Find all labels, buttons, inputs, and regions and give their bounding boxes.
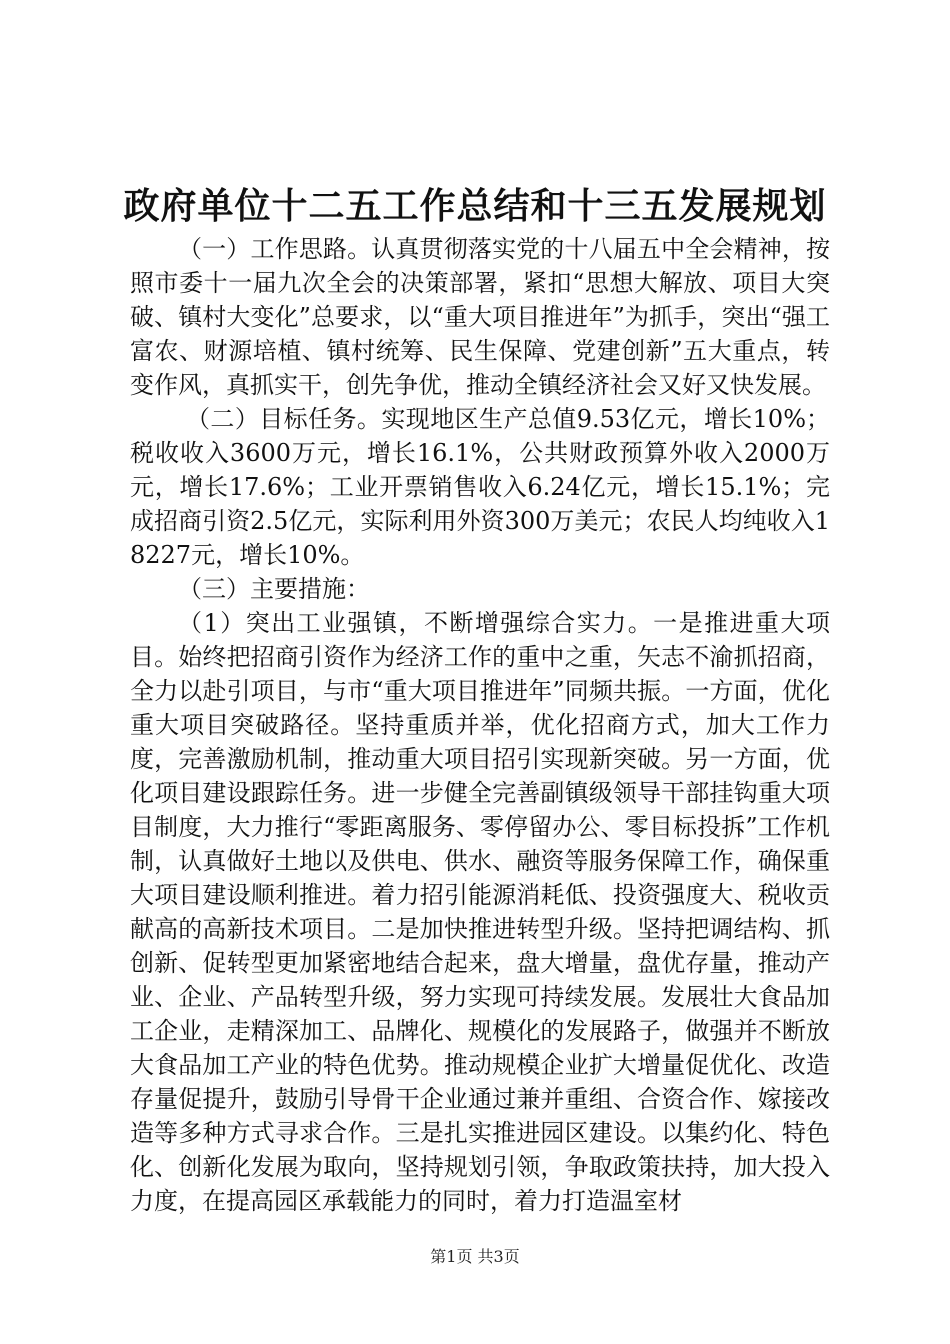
document-body xyxy=(130,232,830,1218)
paragraph-targets: （二）目标任务。实现地区生产总值9.53亿元，增长10%；税收收入3600万元，增长16.1%，公共财政预算外收入2000万元，增长17.6%；工业开票销售收入6.24亿元，增长15.1%；完成招商引资2.5亿元，实际利用外资300万美元；农民人均纯收入18227元，增长10%。 xyxy=(130,405,830,569)
document-title: 政府单位十二五工作总结和十三五发展规划 xyxy=(123,185,827,227)
paragraph-measure-1: （1）突出工业强镇，不断增强综合实力。一是推进重大项目。始终把招商引资作为经济工作的重中之重，矢志不渝抓招商，全力以赴引项目，与市“重大项目推进年”同频共振。一方面，优化重大项目突破路径。坚持重质并举，优化招商方式，加大工作力度，完善激励机制，推动重大项目招引实现新突破。另一方面，优化项目建设跟踪任务。进一步健全完善副镇级领导干部挂钩重大项目制度，大力推行“零距离服务、零停留办公、零目标投拆”工作机制，认真做好土地以及供电、供水、融资等服务保障工作，确保重大项目建设顺利推进。着力招引能源消耗低、投资强度大、税收贡献高的高新技术项目。二是加快推进转型升级。坚持把调结构、抓创新、促转型更加紧密地结合起来，盘大增量，盘优存量，推动产业、企业、产品转型升级，努力实现可持续发展。发展壮大食品加工企业，走精深加工、品牌化、规模化的发展路子，做强并不断放大食品加工产业的特色优势。推动规模企业扩大增量促优化、改造存量促提升，鼓励引导骨干企业通过兼并重组、合资合作、嫁接改造等多种方式寻求合作。三是扎实推进园区建设。以集约化、特色化、创新化发展为取向，坚持规划引领，争取政策扶持，加大投入力度，在提高园区承载能力的同时，着力打造温室材 xyxy=(130,609,830,1215)
paragraph-work-approach: （一）工作思路。认真贯彻落实党的十八届五中全会精神，按照市委十一届九次全会的决策部署，紧扣“思想大解放、项目大突破、镇村大变化”总要求，以“重大项目推进年”为抓手，突出“强工富农、财源培植、镇村统筹、民生保障、党建创新”五大重点，转变作风，真抓实干，创先争优，推动全镇经济社会又好又快发展。 xyxy=(130,235,830,399)
paragraph-main-measures-heading: （三）主要措施： xyxy=(178,575,370,603)
page-number-footer: 第1页 共3页 xyxy=(430,1247,520,1266)
